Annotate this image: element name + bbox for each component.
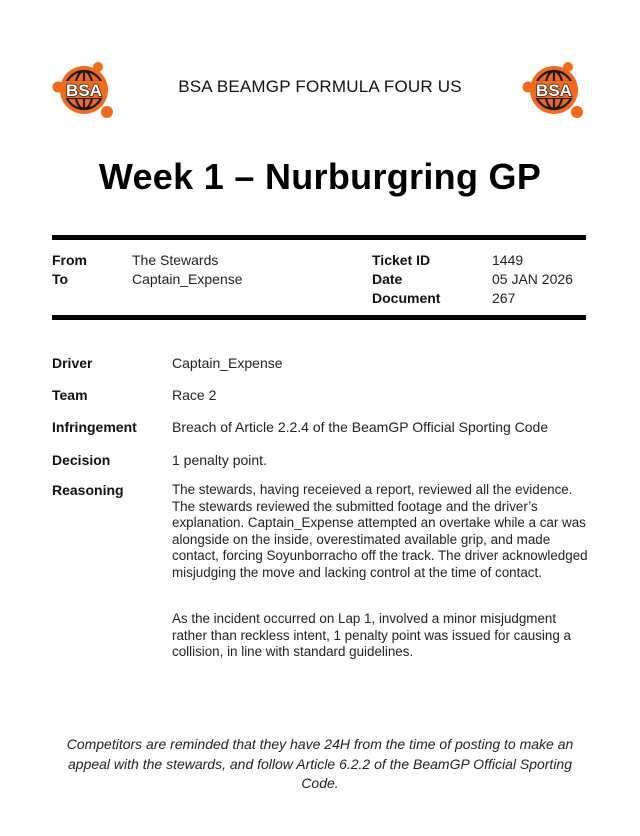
page-title: Week 1 – Nurburgring GP <box>98 156 542 197</box>
document-label: Document <box>372 290 441 306</box>
reasoning-label: Reasoning <box>52 482 124 498</box>
reasoning-paragraph-2: As the incident occurred on Lap 1, involved a minor misjudgment rather than reckless intent, 1 penalty point was issued for causing a collision, in line with standard guidelines. <box>172 611 571 660</box>
document-value: 267 <box>492 290 516 306</box>
driver-label: Driver <box>52 355 93 371</box>
to-label: To <box>52 271 69 287</box>
infringement-value: Breach of Article 2.2.4 of the BeamGP Official Sporting Code <box>172 419 549 435</box>
decision-value: 1 penalty point. <box>172 452 267 468</box>
date-label: Date <box>372 271 403 287</box>
ticket-id-label: Ticket ID <box>372 252 431 268</box>
driver-value: Captain_Expense <box>172 355 283 371</box>
from-value: The Stewards <box>132 252 219 268</box>
logo-text: BSA <box>66 81 102 100</box>
appeal-notice: Competitors are reminded that they have 24H from the time of posting to make an appeal with the stewards, and follow Article 6.2.2 of the BeamGP Official Sporting Code. <box>66 736 574 791</box>
ticket-id-value: 1449 <box>492 252 524 268</box>
date-value: 05 JAN 2026 <box>492 271 573 287</box>
team-label: Team <box>52 387 88 403</box>
logo-text: BSA <box>536 81 572 100</box>
team-value: Race 2 <box>172 387 217 403</box>
divider-top <box>52 235 586 240</box>
reasoning-paragraph-1: The stewards, having receieved a report, reviewed all the evidence. The stewards reviewed the submitted footage and the driver’s explanation. Captain_Expense attempted an overtake while a car was alongside on the inside, overestimated available grip, and made contact, forcing Soyunborracho off the track. The driver acknowledged misjudging the move and lacking control at the time of contact. <box>172 482 588 580</box>
org-title: BSA BEAMGP FORMULA FOUR US <box>178 77 462 96</box>
bsa-logo-right <box>521 60 587 120</box>
from-label: From <box>52 252 87 268</box>
divider-bottom <box>52 315 586 320</box>
infringement-label: Infringement <box>52 419 137 435</box>
to-value: Captain_Expense <box>132 271 243 287</box>
decision-label: Decision <box>52 452 111 468</box>
